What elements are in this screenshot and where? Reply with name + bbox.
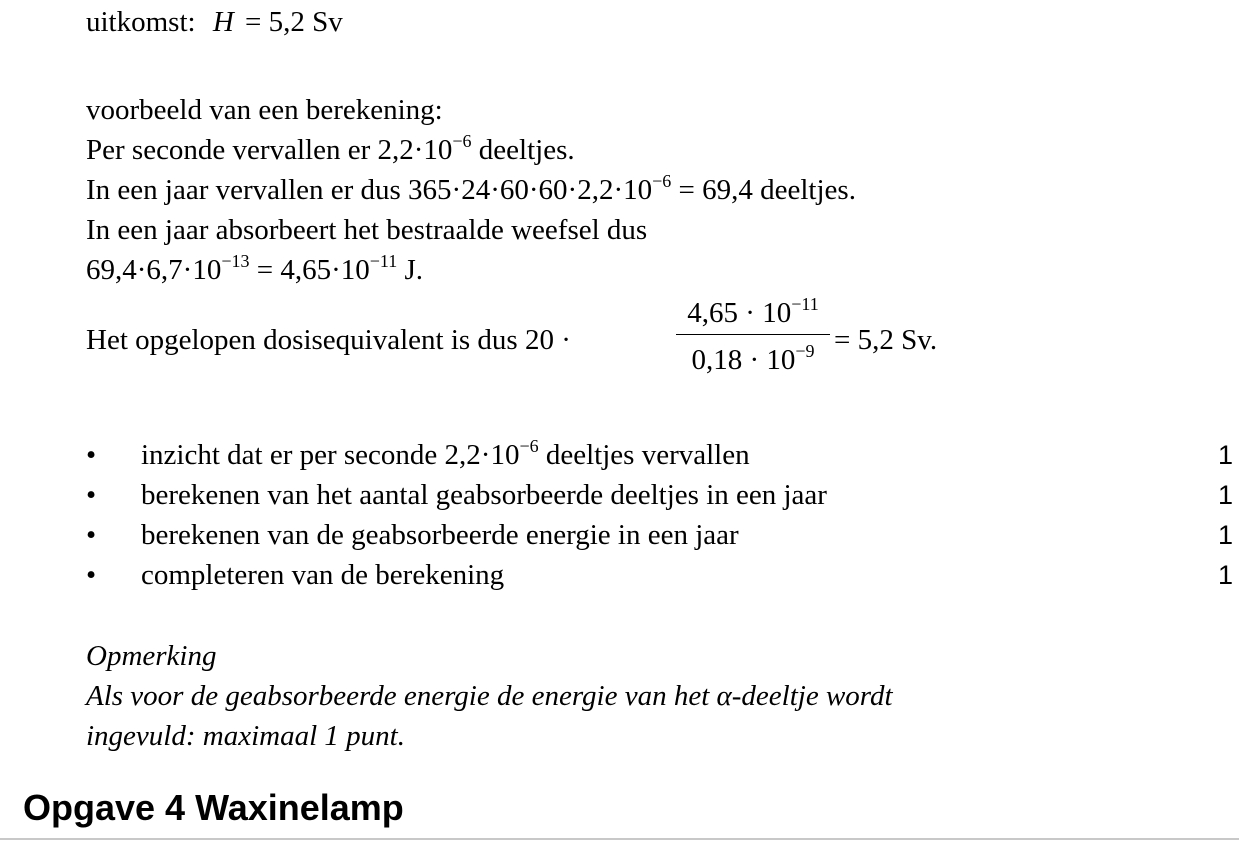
example-line-2-exp: −6: [652, 171, 672, 191]
note-line-2: ingevuld: maximaal 1 punt.: [86, 720, 405, 752]
result-line: [86, 4, 343, 40]
numerator-exp: −11: [791, 294, 819, 314]
example-line-1-text: Per seconde vervallen er 2,2·10: [86, 134, 453, 166]
criteria-text: completeren van de berekening: [141, 559, 505, 591]
example-line-2-text: In een jaar vervallen er dus 365·24·60·60·2,2·10: [86, 174, 653, 206]
result-value: = 5,2 Sv: [245, 6, 343, 38]
denominator-exp: −9: [795, 341, 815, 361]
bullet-icon: •: [86, 439, 97, 471]
denominator-text: 0,18 · 10: [691, 344, 796, 376]
bullet-icon: •: [86, 479, 97, 511]
example-line-4-b: = 4,65·10: [249, 254, 370, 286]
criteria-score: 1: [1217, 480, 1233, 510]
example-line-1: [86, 132, 575, 168]
example-line-2: [86, 172, 856, 208]
criteria-text: berekenen van het aantal geabsorbeerde deeltjes in een jaar: [141, 479, 827, 511]
note-line-1: Als voor de geabsorbeerde energie de energie van het α-deeltje wordt: [86, 680, 893, 712]
criteria-exp: −6: [519, 436, 539, 456]
criteria-text: berekenen van de geabsorbeerde energie in een jaar: [141, 519, 739, 551]
note-title: Opmerking: [86, 640, 217, 672]
dose-fraction: [676, 296, 830, 377]
heading-divider: [0, 838, 1239, 840]
numerator-text: 4,65 · 10: [687, 297, 792, 329]
example-line-5-result: = 5,2 Sv.: [834, 324, 938, 356]
fraction-denominator: [676, 335, 830, 377]
example-intro: voorbeeld van een berekening:: [86, 94, 443, 126]
example-line-3: In een jaar absorbeert het bestraalde weefsel dus: [86, 214, 648, 246]
criteria-score: 1: [1217, 520, 1233, 550]
example-line-4-exp1: −13: [221, 251, 250, 271]
criteria-score: 1: [1217, 440, 1233, 470]
example-line-1-post: deeltjes.: [471, 134, 575, 166]
criteria-text: [141, 437, 750, 473]
example-line-4-exp2: −11: [369, 251, 398, 271]
example-line-5-text: Het opgelopen dosisequivalent is dus 20 ·: [86, 324, 571, 356]
criteria-score: 1: [1217, 560, 1233, 590]
example-line-1-exp: −6: [452, 131, 472, 151]
result-variable: H: [212, 6, 234, 38]
example-line-2-post: = 69,4 deeltjes.: [671, 174, 856, 206]
bullet-icon: •: [86, 559, 97, 591]
criteria-text-main: inzicht dat er per seconde 2,2·10: [141, 439, 520, 471]
example-line-4-c: J.: [397, 254, 424, 286]
section-heading: Opgave 4 Waxinelamp: [23, 787, 404, 828]
fraction-numerator: [676, 296, 830, 335]
bullet-icon: •: [86, 519, 97, 551]
example-line-4-a: 69,4·6,7·10: [86, 254, 222, 286]
result-label: uitkomst:: [86, 6, 196, 38]
example-line-4: [86, 252, 423, 288]
criteria-text-post: deeltjes vervallen: [538, 439, 750, 471]
